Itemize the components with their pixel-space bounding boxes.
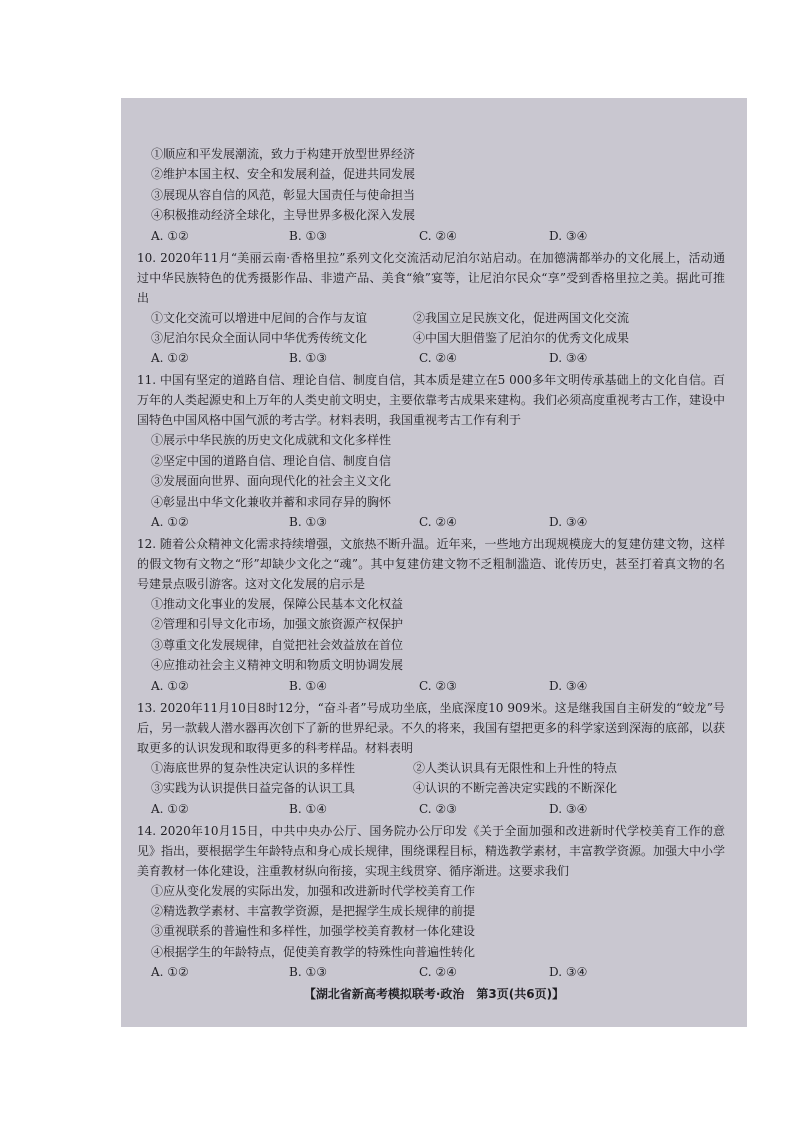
q12-option-4: ④应推动社会主义精神文明和物质文明协调发展 xyxy=(151,658,404,673)
q13-choice-c: C. ②③ xyxy=(419,801,457,816)
q9-choice-b: B. ①③ xyxy=(289,228,327,243)
q10-choice-b: B. ①③ xyxy=(289,351,327,366)
q10-option-1: ①文化交流可以增进中尼间的合作与友谊 xyxy=(151,310,368,325)
q11-choice-d: D. ③④ xyxy=(549,515,588,530)
q12-choice-c: C. ②③ xyxy=(419,678,457,693)
q13-options-row-2 xyxy=(137,778,725,798)
q9-choice-a: A. ①② xyxy=(151,228,189,243)
q14-stem: 14. 2020年10月15日，中共中央办公厅、国务院办公厅印发《关于全面加强和改进新时代学校美育工作的意见》指出，要根据学生年龄特点和身心成长规律，围绕课程目标，精选教学素材，丰富教学资源。加强大中小学美育教材一体化建设，注重教材纵向衔接，实现主线贯穿、循序渐进。这要求我们 xyxy=(137,823,726,878)
q13-choices xyxy=(137,799,725,819)
q12-choice-d: D. ③④ xyxy=(549,678,588,693)
q14-choices xyxy=(137,962,725,982)
q10-options-row-2 xyxy=(137,328,725,348)
q9-choices xyxy=(137,226,725,246)
q10-choice-d: D. ③④ xyxy=(549,351,588,366)
question-12 xyxy=(137,534,725,696)
q12-choice-b: B. ①④ xyxy=(289,678,327,693)
q13-choice-b: B. ①④ xyxy=(289,801,327,816)
q9-option-2: ②维护本国主权、安全和发展利益，促进共同发展 xyxy=(151,167,416,182)
question-10 xyxy=(137,248,725,369)
q13-option-4: ④认识的不断完善决定实践的不断深化 xyxy=(413,781,618,796)
exam-page xyxy=(121,98,747,1027)
q13-choice-a: A. ①② xyxy=(151,801,189,816)
q13-option-1: ①海底世界的复杂性决定认识的多样性 xyxy=(151,760,356,775)
q14-choice-d: D. ③④ xyxy=(549,965,588,980)
q9-option-1: ①顺应和平发展潮流，致力于构建开放型世界经济 xyxy=(151,147,416,161)
q14-option-3: ③重视联系的普遍性和多样性，加强学校美育教材一体化建设 xyxy=(151,924,476,939)
question-14 xyxy=(137,821,725,983)
q14-option-2: ②精选教学素材、丰富教学资源，是把握学生成长规律的前提 xyxy=(151,903,476,918)
q10-options-row-1 xyxy=(137,308,725,328)
q10-stem: 10. 2020年11月“美丽云南·香格里拉”系列文化交流活动尼泊尔站启动。在加德满都举办的文化展上，活动通过中华民族特色的优秀摄影作品、非遗产品、美食“飨”宴等，让尼泊尔民众“享”受到香格里拉之美。据此可推出 xyxy=(137,250,725,305)
q10-option-4: ④中国大胆借鉴了尼泊尔的优秀文化成果 xyxy=(413,331,630,346)
q13-choice-d: D. ③④ xyxy=(549,801,588,816)
question-11 xyxy=(137,370,725,532)
question-13 xyxy=(137,698,725,819)
q14-option-1: ①应从变化发展的实际出发，加强和改进新时代学校美育工作 xyxy=(151,883,476,898)
q14-option-4: ④根据学生的年龄特点，促使美育教学的特殊性向普遍性转化 xyxy=(151,944,476,959)
page-footer: 【湖北省新高考模拟联考·政治 第3页(共6页)】 xyxy=(303,987,565,1001)
q12-stem: 12. 随着公众精神文化需求持续增强，文旅热不断升温。近年来，一些地方出现规模庞大的复建仿建文物，这样的假文物有文物之“形”却缺少文化之“魂”。其中复建仿建文物不乏粗制滥造、讹传历史，甚至打着真文物的名号建景点吸引游客。这对文化发展的启示是 xyxy=(137,537,725,592)
q9-choice-c: C. ②④ xyxy=(419,228,457,243)
q13-options-row-1 xyxy=(137,758,725,778)
q11-option-3: ③发展面向世界、面向现代化的社会主义文化 xyxy=(151,474,392,489)
q11-option-1: ①展示中华民族的历史文化成就和文化多样性 xyxy=(151,433,392,448)
q9-option-4: ④积极推动经济全球化，主导世界多极化深入发展 xyxy=(151,208,416,223)
q9-option-3: ③展现从容自信的风范，彰显大国责任与使命担当 xyxy=(151,187,416,202)
q13-option-3: ③实践为认识提供日益完备的认识工具 xyxy=(151,781,356,796)
q11-choice-b: B. ①③ xyxy=(289,515,327,530)
q14-choice-b: B. ①③ xyxy=(289,965,327,980)
q11-choice-a: A. ①② xyxy=(151,515,189,530)
q11-option-4: ④彰显出中华文化兼收并蓄和求同存异的胸怀 xyxy=(151,494,392,509)
q12-choice-a: A. ①② xyxy=(151,678,189,693)
q11-choice-c: C. ②④ xyxy=(419,515,457,530)
q14-choice-c: C. ②④ xyxy=(419,965,457,980)
q10-option-2: ②我国立足民族文化，促进两国文化交流 xyxy=(413,310,630,325)
q10-option-3: ③尼泊尔民众全面认同中华优秀传统文化 xyxy=(151,331,368,346)
q10-choices xyxy=(137,348,725,368)
q12-option-3: ③尊重文化发展规律，自觉把社会效益放在首位 xyxy=(151,637,404,652)
q10-choice-a: A. ①② xyxy=(151,351,189,366)
q13-option-2: ②人类认识具有无限性和上升性的特点 xyxy=(413,760,618,775)
q12-choices xyxy=(137,676,725,696)
q13-stem: 13. 2020年11月10日8时12分，“奋斗者”号成功坐底，坐底深度10 909米。这是继我国自主研发的“蛟龙”号后，另一款载人潜水器再次创下了新的世界纪录。不久的将来，我国有望把更多的科学家送到深海的底部，以获取更多的认识发现和取得更多的科考样品。材料表明 xyxy=(137,700,726,755)
q10-choice-c: C. ②④ xyxy=(419,351,457,366)
q11-choices xyxy=(137,512,725,532)
q12-option-1: ①推动文化事业的发展，保障公民基本文化权益 xyxy=(151,597,404,612)
q14-choice-a: A. ①② xyxy=(151,965,189,980)
q12-option-2: ②管理和引导文化市场，加强文旅资源产权保护 xyxy=(151,617,404,632)
question-9 xyxy=(137,144,725,246)
q11-stem: 11. 中国有坚定的道路自信、理论自信、制度自信，其本质是建立在5 000多年文明传承基础上的文化自信。百万年的人类起源史和上万年的人类史前文明史，主要依靠考古成果来建构。我们必须高度重视考古工作，建设中国特色中国风格中国气派的考古学。材料表明，我国重视考古工作有利于 xyxy=(137,373,726,428)
q9-choice-d: D. ③④ xyxy=(549,228,588,243)
q11-option-2: ②坚定中国的道路自信、理论自信、制度自信 xyxy=(151,453,392,468)
